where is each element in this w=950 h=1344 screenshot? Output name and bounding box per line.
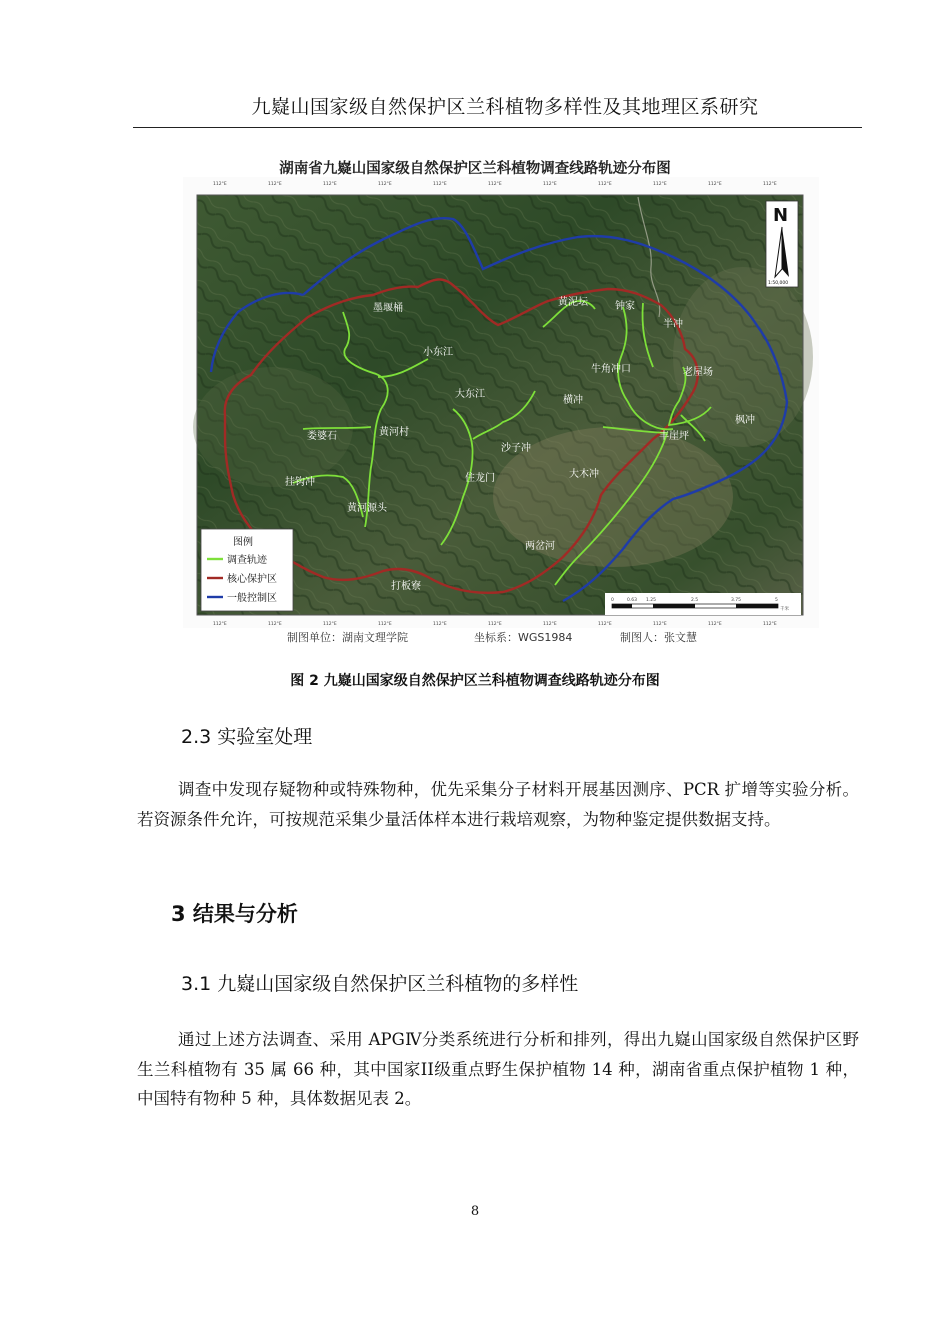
scale-bar: [605, 593, 801, 615]
svg-text:112°E: 112°E: [543, 622, 557, 627]
place-label: 打板寮: [391, 581, 421, 592]
svg-text:112°E: 112°E: [268, 622, 282, 627]
section-heading-2-3: 2.3 实验室处理: [181, 726, 313, 748]
svg-text:112°E: 112°E: [543, 182, 557, 187]
page-number: 8: [470, 1204, 480, 1219]
svg-text:112°E: 112°E: [268, 182, 282, 187]
svg-text:112°E: 112°E: [598, 182, 612, 187]
svg-text:112°E: 112°E: [213, 182, 227, 187]
place-label: 沙子冲: [501, 443, 531, 454]
scale-tick-label: 2.5: [691, 598, 699, 603]
svg-text:112°E: 112°E: [488, 622, 502, 627]
map-title: 湖南省九嶷山国家级自然保护区兰科植物调查线路轨迹分布图: [279, 161, 671, 177]
svg-text:112°E: 112°E: [433, 622, 447, 627]
north-arrow: [766, 201, 798, 287]
terrain-patch: [193, 367, 353, 487]
paragraph-diversity: 通过上述方法调查、采用 APGⅣ分类系统进行分析和排列，得出九嶷山国家级自然保护区野生兰科植物有 35 属 66 种，其中国家II级重点野生保护植物 14 种，湖南省重点保护植物 1 种，中国特有物种 5 种，具体数据见表 2。: [137, 1030, 859, 1108]
figure-caption: 图 2 九嶷山国家级自然保护区兰科植物调查线路轨迹分布图: [290, 673, 660, 689]
place-label: 丰崖坪: [659, 431, 689, 442]
north-label: N: [773, 205, 789, 226]
place-label: 黄泥坛: [558, 297, 588, 308]
place-label: 老屋场: [683, 367, 713, 378]
scale-tick-label: 3.75: [731, 598, 742, 603]
scale-tick-label: 5: [775, 598, 778, 603]
map-footer-coords: 坐标系：WGS1984: [474, 631, 573, 644]
svg-text:112°E: 112°E: [213, 622, 227, 627]
paragraph-lab-processing: 调查中发现存疑物种或特殊物种，优先采集分子材料开展基因测序、PCR 扩增等实验分析。若资源条件允许，可按规范采集少量活体样本进行栽培观察，为物种鉴定提供数据支持。: [137, 780, 859, 829]
legend-item-general: 一般控制区: [227, 593, 277, 604]
scale-ratio: 1:50,000: [768, 281, 789, 286]
place-label: 枫冲: [735, 415, 755, 426]
place-label: 娄婆石: [307, 431, 337, 442]
place-label: 住龙门: [465, 473, 495, 484]
map-footer-unit: 制图单位：湖南文理学院: [287, 631, 408, 644]
scale-tick-label: 0: [611, 598, 614, 603]
map-legend: [201, 529, 293, 611]
place-label: 小东江: [423, 347, 453, 358]
svg-text:112°E: 112°E: [763, 182, 777, 187]
place-label: 半冲: [663, 319, 683, 330]
svg-text:112°E: 112°E: [378, 622, 392, 627]
svg-text:112°E: 112°E: [653, 182, 667, 187]
header-rule: [133, 127, 862, 128]
svg-text:112°E: 112°E: [323, 622, 337, 627]
legend-item-core: 核心保护区: [227, 574, 277, 585]
map-footer-author: 制图人：张文慧: [620, 631, 697, 644]
svg-text:112°E: 112°E: [708, 622, 722, 627]
svg-text:112°E: 112°E: [653, 622, 667, 627]
place-label: 两岔河: [525, 541, 555, 552]
place-label: 大木冲: [569, 469, 599, 480]
place-label: 大东江: [455, 389, 485, 400]
place-label: 钟家: [615, 301, 635, 312]
section-heading-3-1: 3.1 九嶷山国家级自然保护区兰科植物的多样性: [181, 973, 579, 995]
svg-text:112°E: 112°E: [488, 182, 502, 187]
svg-text:112°E: 112°E: [433, 182, 447, 187]
section-heading-3: 3 结果与分析: [171, 902, 298, 926]
svg-text:112°E: 112°E: [598, 622, 612, 627]
map-canvas: [183, 177, 819, 628]
place-label: 挂钩冲: [285, 477, 315, 488]
scale-tick-label: 0.63: [627, 598, 638, 603]
svg-text:112°E: 112°E: [323, 182, 337, 187]
survey-route-map: [183, 177, 819, 628]
place-label: 牛角冲口: [591, 364, 631, 375]
svg-text:112°E: 112°E: [378, 182, 392, 187]
legend-title: 图例: [233, 537, 253, 548]
scale-unit: 千米: [780, 607, 789, 612]
running-header: 九嶷山国家级自然保护区兰科植物多样性及其地理区系研究: [251, 96, 759, 118]
legend-item-track: 调查轨迹: [227, 555, 267, 566]
place-label: 黄河村: [379, 427, 409, 438]
place-label: 墨堰桶: [373, 303, 403, 314]
scale-tick-label: 1.25: [646, 598, 657, 603]
place-label: 黄河源头: [347, 503, 387, 514]
svg-text:112°E: 112°E: [708, 182, 722, 187]
svg-text:112°E: 112°E: [763, 622, 777, 627]
place-label: 横冲: [563, 395, 583, 406]
